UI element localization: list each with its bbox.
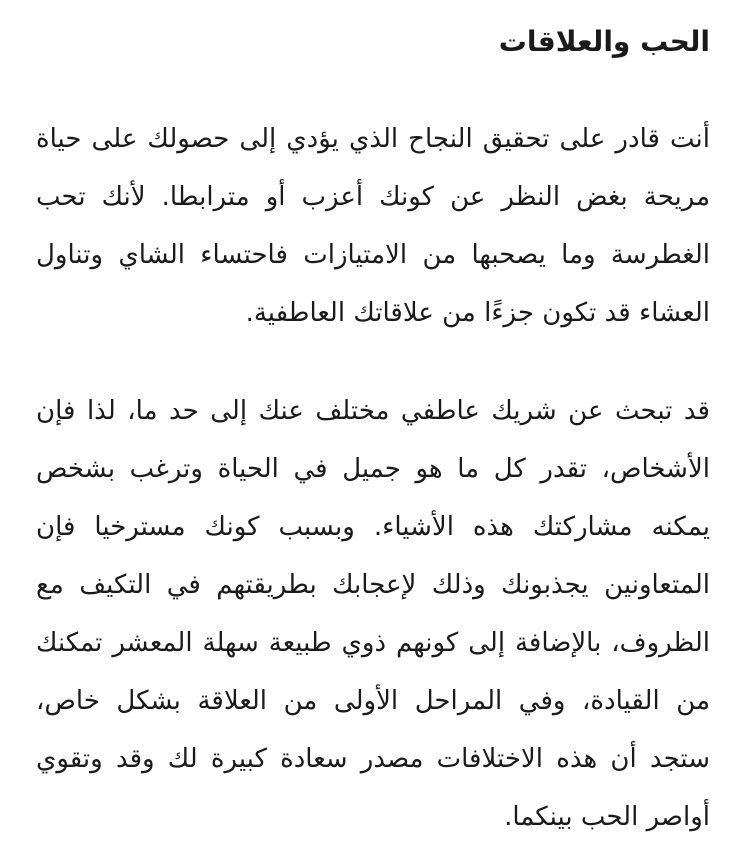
article-paragraph-1: أنت قادر على تحقيق النجاح الذي يؤدي إلى حصولك على حياة مريحة بغض النظر عن كونك أعزب أو مترابطا. لأنك تحب الغطرسة وما يصحبها من الامتيازات فاحتساء الشاي وتناول العشاء قد تكون جزءًا من علاقاتك العاطفية. (36, 124, 710, 328)
article-title: الحب والعلاقات (498, 25, 710, 58)
article-paragraph-2: قد تبحث عن شريك عاطفي مختلف عنك إلى حد ما، لذا فإن الأشخاص، تقدر كل ما هو جميل في الحياة وترغب بشخص يمكنه مشاركتك هذه الأشياء. وبسبب كونك مسترخيا فإن المتعاونين يجذبونك وذلك لإعجابك بطريقتهم في التكيف مع الظروف، بالإضافة إلى كونهم ذوي طبيعة سهلة المعشر تمكنك من القيادة، وفي المراحل الأولى من العلاقة بشكل خاص، ستجد أن هذه الاختلافات مصدر سعادة كبيرة لك وقد وتقوي أواصر الحب بينكما. (36, 396, 710, 832)
